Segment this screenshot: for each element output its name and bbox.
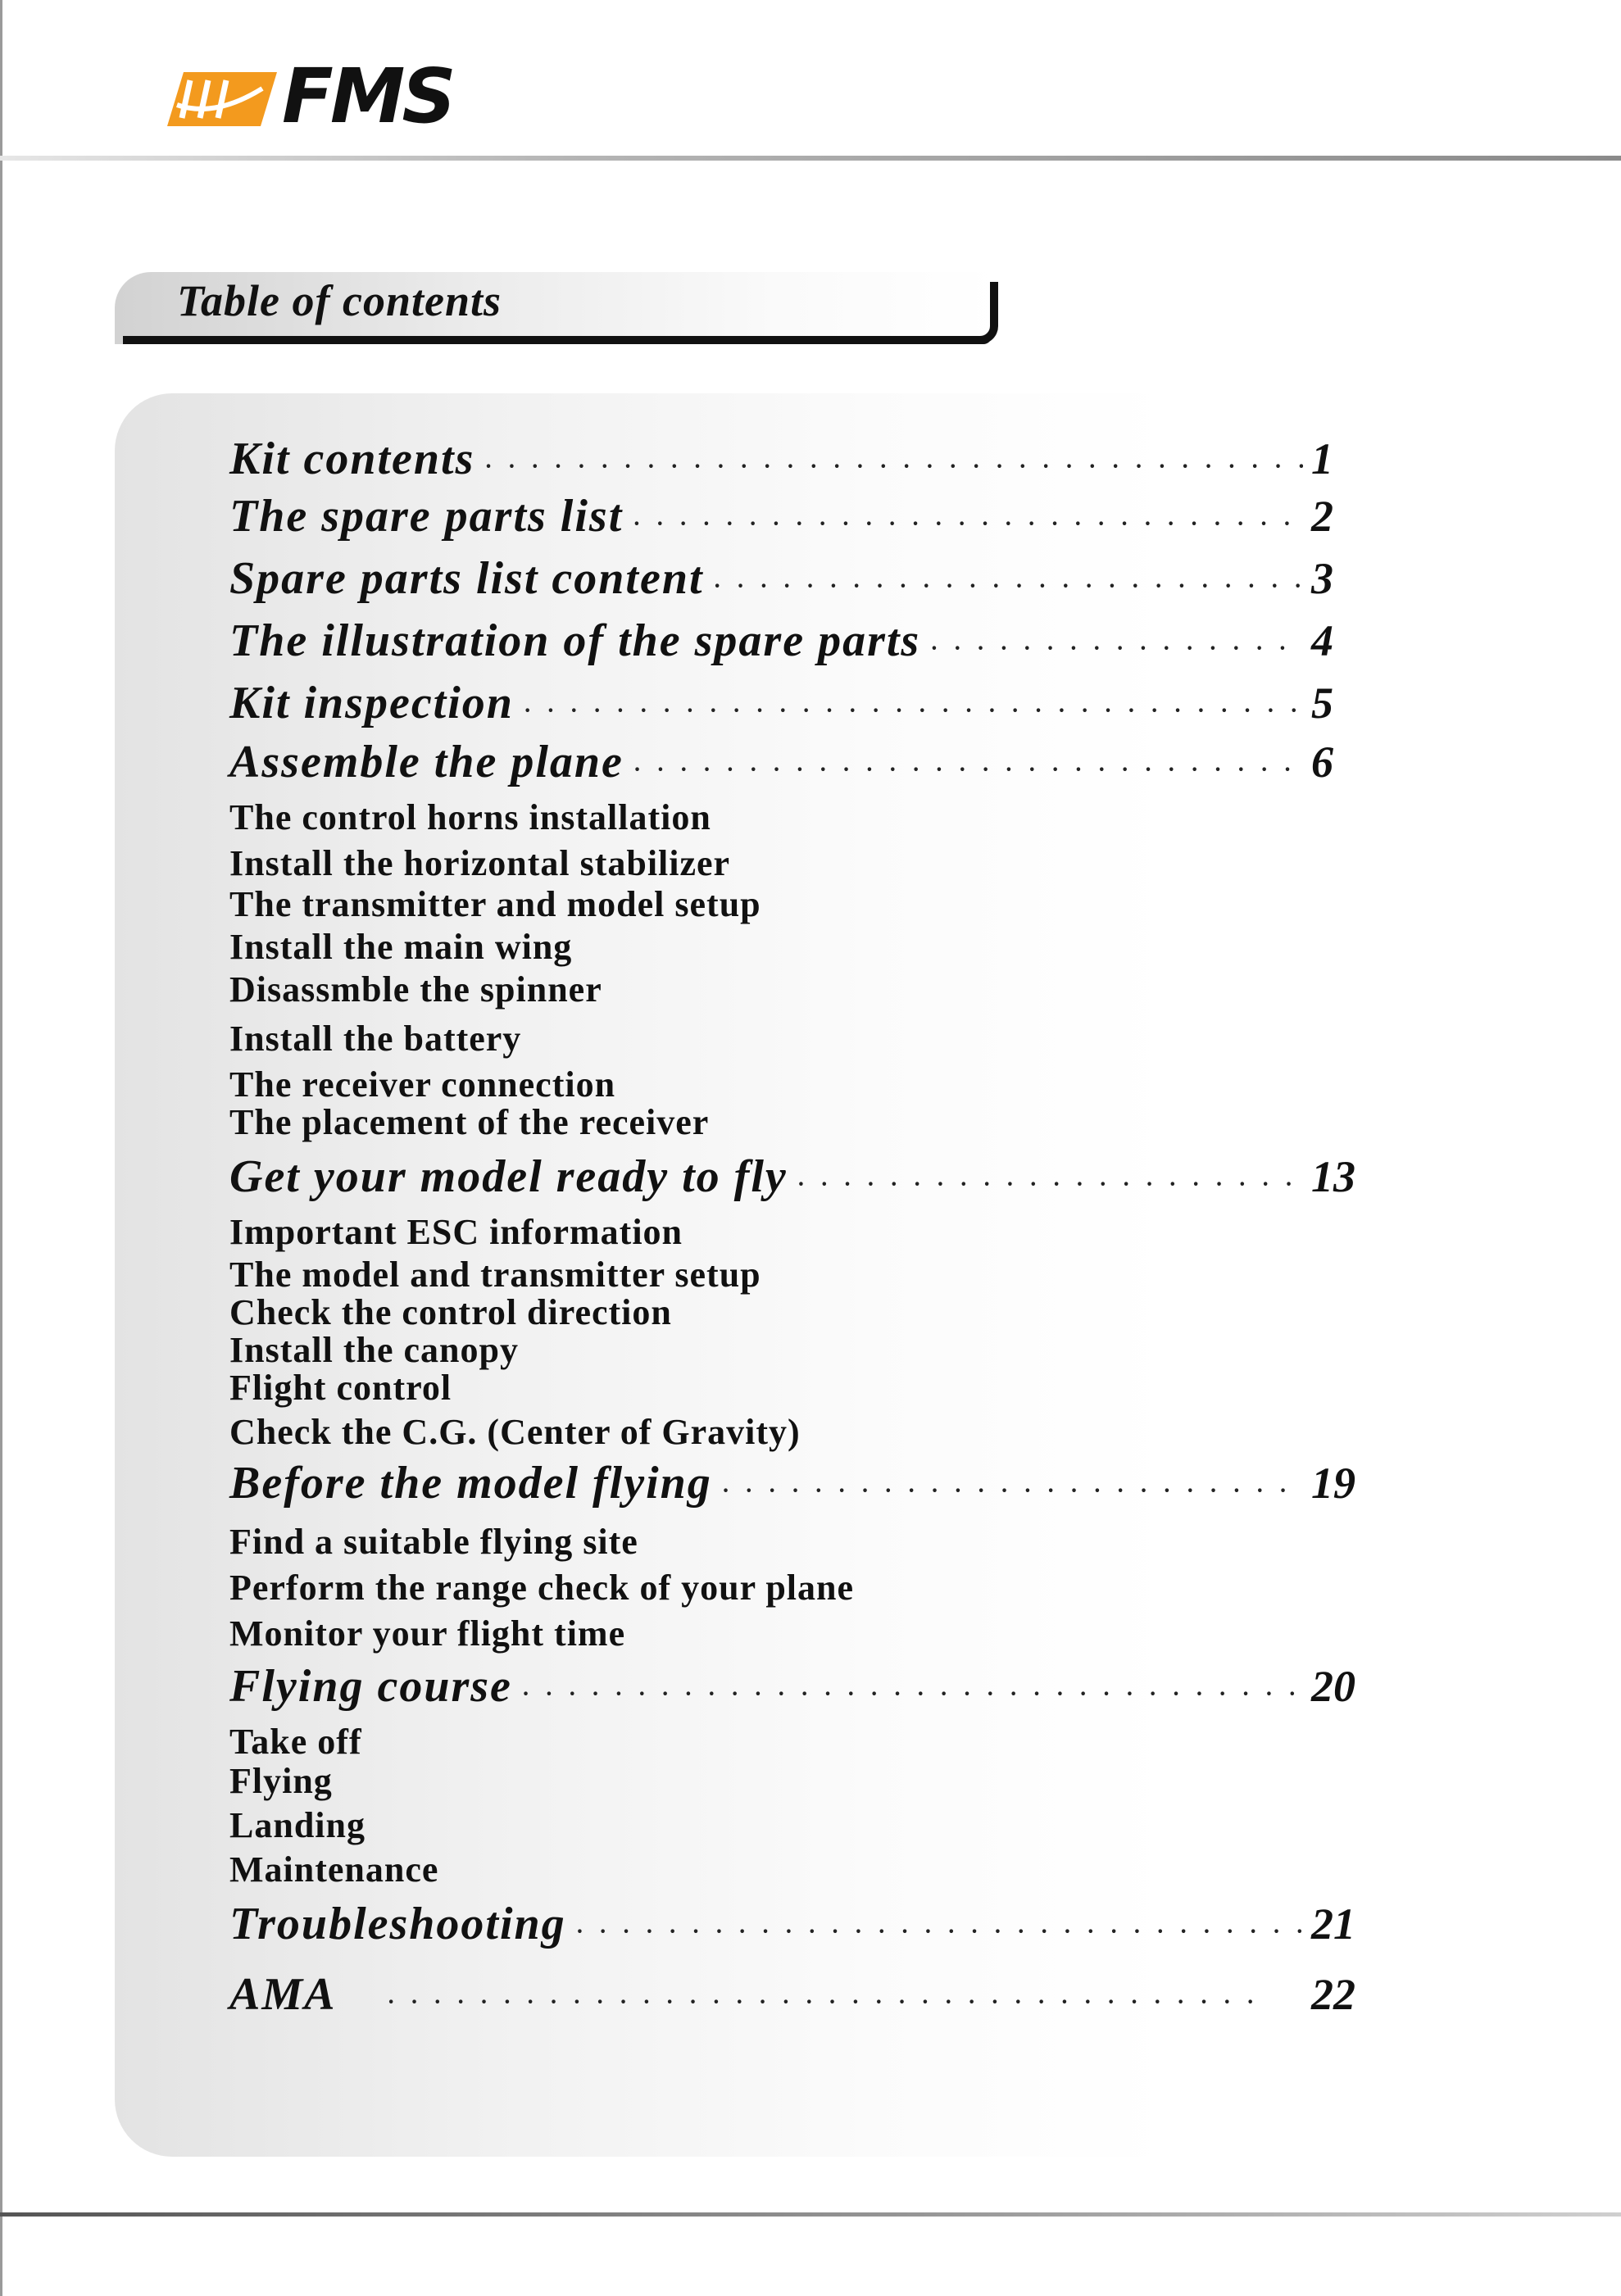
toc-subentry[interactable]: Install the battery bbox=[229, 1019, 522, 1059]
header-divider bbox=[0, 156, 1621, 161]
toc-entry-page: 6 bbox=[1311, 737, 1333, 787]
toc-entry[interactable] bbox=[229, 1968, 1377, 2034]
toc-subentry[interactable]: Find a suitable flying site bbox=[229, 1522, 638, 1562]
toc-entry[interactable] bbox=[229, 552, 1377, 618]
toc-entry[interactable] bbox=[229, 1150, 1377, 1216]
footer-divider bbox=[0, 2212, 1621, 2217]
toc-entry-title: Troubleshooting bbox=[229, 1899, 566, 1949]
toc-entry-page: 5 bbox=[1311, 678, 1333, 728]
toc-entry[interactable] bbox=[229, 490, 1377, 556]
toc-entry-title: Get your model ready to fly bbox=[229, 1151, 788, 1202]
toc-subentry[interactable]: The transmitter and model setup bbox=[229, 884, 761, 924]
toc-subentry[interactable]: Maintenance bbox=[229, 1849, 439, 1890]
toc-subentry[interactable]: The model and transmitter setup bbox=[229, 1255, 761, 1295]
toc-subentry[interactable]: Take off bbox=[229, 1722, 362, 1762]
toc-entry-title: Assemble the plane bbox=[229, 737, 624, 787]
toc-leader-dots bbox=[524, 698, 1303, 724]
toc-entry-page: 21 bbox=[1311, 1899, 1355, 1949]
toc-subentry[interactable]: The placement of the receiver bbox=[229, 1102, 710, 1142]
toc-entry-page: 22 bbox=[1311, 1970, 1355, 2019]
toc-entry-page: 19 bbox=[1311, 1459, 1355, 1508]
toc-subentry[interactable]: Check the control direction bbox=[229, 1292, 672, 1332]
toc-entry-title: AMA bbox=[229, 1969, 337, 2020]
toc-leader-dots bbox=[633, 757, 1303, 783]
toc-leader-dots bbox=[576, 1919, 1303, 1945]
toc-subentry[interactable]: Flight control bbox=[229, 1368, 452, 1408]
toc-entry-page: 20 bbox=[1311, 1662, 1355, 1711]
toc-subentry[interactable]: Important ESC information bbox=[229, 1212, 683, 1252]
toc-entry-title: The spare parts list bbox=[229, 491, 624, 542]
left-edge-rule bbox=[0, 0, 2, 2296]
toc-entry[interactable] bbox=[229, 615, 1377, 680]
toc-entry-title: Kit inspection bbox=[229, 678, 514, 728]
toc-subentry[interactable]: Perform the range check of your plane bbox=[229, 1568, 855, 1608]
toc-leader-dots bbox=[930, 636, 1303, 662]
toc-leader-dots bbox=[633, 511, 1303, 538]
fms-logo bbox=[166, 52, 453, 140]
toc-entry-page: 4 bbox=[1311, 616, 1333, 665]
toc-heading-underline bbox=[123, 336, 992, 344]
toc-entry-title: Kit contents bbox=[229, 433, 475, 484]
toc-entry-title: Spare parts list content bbox=[229, 553, 704, 604]
toc-subentry[interactable]: The control horns installation bbox=[229, 797, 711, 837]
toc-subentry[interactable]: Landing bbox=[229, 1805, 366, 1845]
toc-heading: Table of contents bbox=[177, 276, 502, 325]
toc-subentry[interactable]: Install the main wing bbox=[229, 927, 573, 967]
toc-entry-title: The illustration of the spare parts bbox=[229, 615, 921, 666]
toc-leader-dots bbox=[714, 574, 1303, 600]
toc-entry-page: 3 bbox=[1311, 554, 1333, 603]
toc-entry[interactable] bbox=[229, 433, 1377, 498]
toc-leader-dots bbox=[722, 1478, 1303, 1504]
toc-subentry[interactable]: Flying bbox=[229, 1761, 333, 1801]
toc-leader-dots bbox=[797, 1172, 1303, 1198]
toc-subentry[interactable]: The receiver connection bbox=[229, 1064, 616, 1105]
toc-entry[interactable] bbox=[229, 1898, 1377, 1963]
toc-leader-dots bbox=[388, 1990, 1255, 2016]
toc-subentry[interactable]: Install the canopy bbox=[229, 1330, 519, 1370]
toc-entry[interactable] bbox=[229, 677, 1377, 742]
toc-entry[interactable] bbox=[229, 1457, 1377, 1522]
toc-entry-title: Before the model flying bbox=[229, 1458, 712, 1509]
toc-heading-hook bbox=[980, 282, 998, 344]
toc-entry-page: 2 bbox=[1311, 492, 1333, 541]
toc-subentry[interactable]: Check the C.G. (Center of Gravity) bbox=[229, 1412, 801, 1452]
logo-wordmark: FMS bbox=[282, 52, 453, 140]
toc-entry-page: 1 bbox=[1311, 434, 1333, 483]
toc-subentry[interactable]: Install the horizontal stabilizer bbox=[229, 843, 731, 883]
toc-entry-page: 13 bbox=[1311, 1152, 1355, 1201]
toc-subentry[interactable]: Disassmble the spinner bbox=[229, 969, 602, 1010]
toc-subentry[interactable]: Monitor your flight time bbox=[229, 1613, 626, 1654]
toc-entry[interactable] bbox=[229, 1660, 1377, 1726]
toc-leader-dots bbox=[522, 1681, 1303, 1708]
toc-entry[interactable] bbox=[229, 736, 1377, 801]
toc-leader-dots bbox=[484, 454, 1303, 480]
toc-entry-title: Flying course bbox=[229, 1661, 512, 1712]
fms-emblem-icon bbox=[166, 69, 280, 129]
